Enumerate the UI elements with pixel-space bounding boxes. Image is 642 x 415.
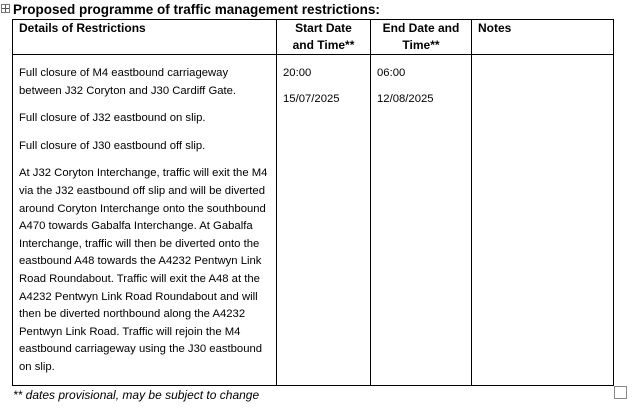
details-paragraph: At J32 Coryton Interchange, traffic will exit the M4 via the J32 eastbound off slip and will be diverted around Coryton Interchange onto the southbound A470 towards Gabalfa Interchange. At Gabalfa Interchange, traffic will then be diverted onto the eastbound A48 towards the A4232 Pentwyn Link Road Roundabout. Traffic will exit the A48 at the A4232 Pentwyn Link Road Roundabout and will then be diverted northbound along the A4232 Pentwyn Link Road. Traffic will rejoin the M4 eastbound carriageway using the J30 eastbound on slip. (19, 167, 268, 373)
details-paragraph: Full closure of J30 eastbound off slip. (19, 139, 206, 152)
page-title: Proposed programme of traffic management restrictions: (13, 2, 380, 17)
header-details-label: Details of Restrictions (19, 21, 146, 35)
header-details (13, 20, 277, 55)
header-end-line2: Time** (402, 38, 440, 52)
table-header-row (13, 20, 614, 55)
footnote: ** dates provisional, may be subject to change (13, 388, 260, 402)
header-notes-label: Notes (478, 21, 512, 35)
header-notes (472, 20, 614, 55)
end-date: 12/08/2025 (377, 92, 434, 105)
header-start-line2: and Time** (292, 38, 355, 52)
table-move-handle-icon[interactable] (1, 4, 10, 13)
header-start-date (277, 20, 371, 55)
table-resize-handle-icon[interactable] (614, 386, 627, 399)
start-date: 15/07/2025 (283, 92, 340, 105)
notes-cell[interactable] (472, 55, 614, 386)
end-date-cell[interactable] (371, 55, 472, 386)
end-time: 06:00 (377, 67, 406, 79)
header-end-date (371, 20, 472, 55)
details-paragraph: Full closure of M4 eastbound carriageway between J32 Coryton and J30 Cardiff Gate. (19, 67, 237, 97)
header-start-line1: Start Date (295, 21, 352, 35)
header-end-line1: End Date and (382, 21, 460, 35)
start-time: 20:00 (283, 67, 312, 79)
table-row (13, 55, 614, 386)
details-paragraph: Full closure of J32 eastbound on slip. (19, 112, 206, 125)
start-date-cell[interactable] (277, 55, 371, 386)
restrictions-table (12, 19, 614, 386)
details-cell[interactable] (13, 55, 277, 386)
